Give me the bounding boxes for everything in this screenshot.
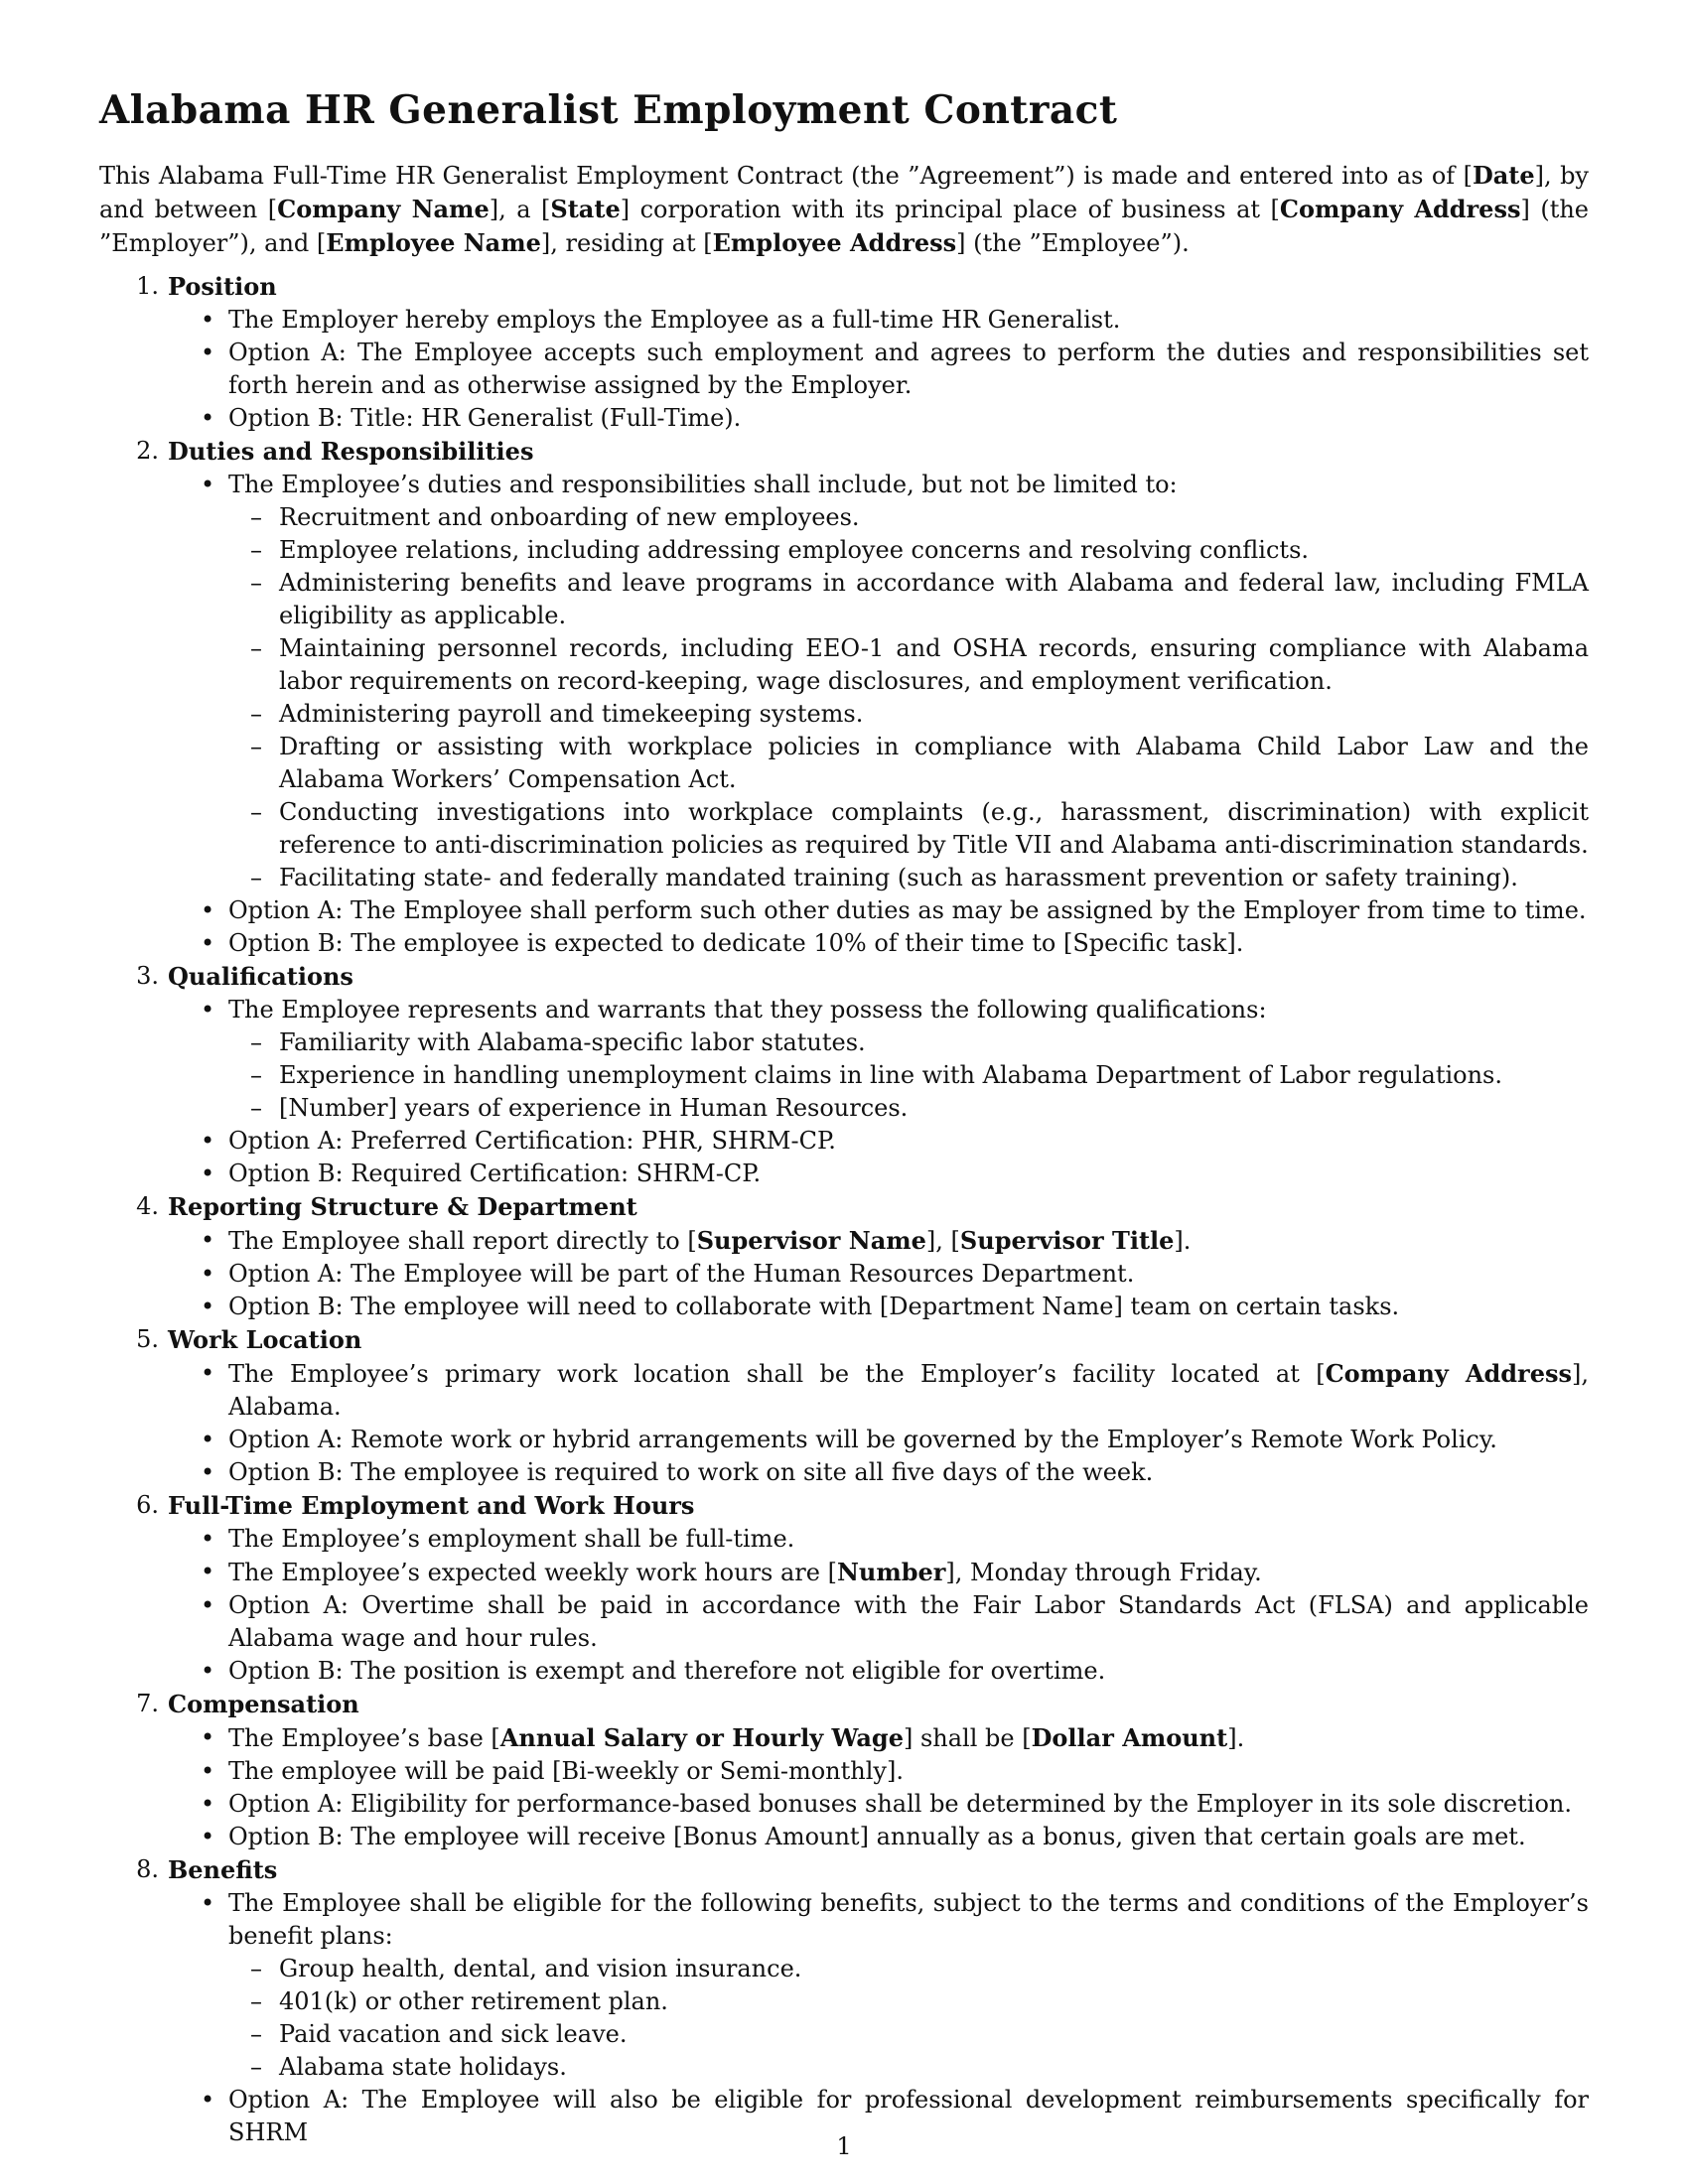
intro-paragraph: This Alabama Full-Time HR Generalist Employment Contract (the ”Agreement”) is made and entered into as of [Date], by and between [Company Name], a [State] corporation with its principal place of business at [Company Address] (the ”Employer”), and [Employee Name], residing at [Employee Address] (the ”Employee”). <box>99 161 1589 257</box>
list-item: • Option B: Required Certification: SHRM-CP. <box>168 1158 1589 1190</box>
field-salary-type: Annual Salary or Hourly Wage <box>499 1723 904 1752</box>
section-reporting <box>99 1190 1589 1323</box>
list-item: – Recruitment and onboarding of new employees. <box>228 501 1589 534</box>
list-item: • The Employee’s base [Annual Salary or Hourly Wage] shall be [Dollar Amount]. <box>168 1721 1589 1755</box>
list-item: • The employee will be paid [Bi-weekly or Semi-monthly]. <box>168 1755 1589 1788</box>
list-item: • The Employee’s employment shall be full-time. <box>168 1523 1589 1556</box>
section-number: 5. <box>136 1325 159 1353</box>
section-title: Duties and Responsibilities <box>168 437 534 466</box>
bullet-list <box>168 1523 1589 1688</box>
section-compensation <box>99 1688 1589 1853</box>
sections-list <box>99 270 1589 2149</box>
section-qualifications <box>99 960 1589 1190</box>
list-item: – 401(k) or other retirement plan. <box>228 1985 1589 2018</box>
section-title: Full-Time Employment and Work Hours <box>168 1491 695 1520</box>
field-state: State <box>550 195 621 223</box>
field-employee-address: Employee Address <box>712 228 957 257</box>
list-item: – Paid vacation and sick leave. <box>228 2018 1589 2051</box>
list-item: • The Employer hereby employs the Employee as a full-time HR Generalist. <box>168 304 1589 337</box>
list-item: – Administering payroll and timekeeping systems. <box>228 698 1589 731</box>
list-item: • Option A: The Employee accepts such employment and agrees to perform the duties and responsibilities set forth herein and as otherwise assigned by the Employer. <box>168 337 1589 402</box>
list-item: – Familiarity with Alabama-specific labor statutes. <box>228 1026 1589 1059</box>
list-item: • Option A: Eligibility for performance-based bonuses shall be determined by the Employer in its sole discretion. <box>168 1788 1589 1821</box>
field-company-address: Company Address <box>1325 1359 1572 1388</box>
list-item: – Employee relations, including addressing employee concerns and resolving conflicts. <box>228 534 1589 567</box>
field-supervisor-name: Supervisor Name <box>696 1226 926 1255</box>
dash-list <box>228 1026 1589 1125</box>
list-item: • Option A: The Employee will be part of the Human Resources Department. <box>168 1258 1589 1291</box>
list-item: • Option A: Overtime shall be paid in accordance with the Fair Labor Standards Act (FLSA) and applicable Alabama wage and hour rules. <box>168 1589 1589 1655</box>
list-item: – Alabama state holidays. <box>228 2051 1589 2084</box>
dash-list <box>228 1953 1589 2084</box>
bullet-list <box>168 304 1589 435</box>
bullet-list <box>168 1721 1589 1853</box>
section-title: Position <box>168 272 277 301</box>
section-number: 8. <box>136 1855 159 1883</box>
list-item: • Option B: The employee will need to collaborate with [Department Name] team on certain tasks. <box>168 1291 1589 1323</box>
section-number: 2. <box>136 437 159 465</box>
list-item: – Conducting investigations into workplace complaints (e.g., harassment, discrimination) with explicit reference to anti-discrimination policies as required by Title VII and Alabama anti-discrimination standards. <box>228 796 1589 862</box>
list-item: • The Employee shall report directly to [Supervisor Name], [Supervisor Title]. <box>168 1224 1589 1258</box>
bullet-list <box>168 1887 1589 2149</box>
section-number: 7. <box>136 1690 159 1717</box>
section-duties <box>99 435 1589 960</box>
section-number: 1. <box>136 272 159 300</box>
bullet-list <box>168 1224 1589 1323</box>
bullet-list <box>168 994 1589 1190</box>
section-number: 3. <box>136 962 159 990</box>
field-number: Number <box>836 1558 946 1586</box>
list-item: • Option B: The employee will receive [Bonus Amount] annually as a bonus, given that certain goals are met. <box>168 1821 1589 1853</box>
list-item: • Option A: Remote work or hybrid arrangements will be governed by the Employer’s Remote Work Policy. <box>168 1424 1589 1456</box>
section-benefits <box>99 1853 1589 2149</box>
list-item: – [Number] years of experience in Human Resources. <box>228 1092 1589 1125</box>
list-item: – Facilitating state- and federally mandated training (such as harassment prevention or safety training). <box>228 862 1589 894</box>
section-work-hours <box>99 1489 1589 1688</box>
field-supervisor-title: Supervisor Title <box>959 1226 1175 1255</box>
list-item: • Option A: The Employee shall perform such other duties as may be assigned by the Employer from time to time. <box>168 894 1589 927</box>
section-title: Qualifications <box>168 962 353 991</box>
list-item: – Administering benefits and leave programs in accordance with Alabama and federal law, including FMLA eligibility as applicable. <box>228 567 1589 632</box>
list-item: – Drafting or assisting with workplace policies in compliance with Alabama Child Labor Law and the Alabama Workers’ Compensation Act. <box>228 731 1589 796</box>
field-company-address: Company Address <box>1279 195 1521 223</box>
list-item: • Option B: The position is exempt and therefore not eligible for overtime. <box>168 1655 1589 1688</box>
field-date: Date <box>1472 161 1535 190</box>
section-number: 4. <box>136 1192 159 1220</box>
bullet-list <box>168 1357 1589 1489</box>
section-title: Benefits <box>168 1855 278 1884</box>
list-item: • The Employee’s duties and responsibilities shall include, but not be limited to: – Recruitment and onboarding of new employees. – Employee relations, including addressing employee concerns and resolving conflicts. – Administering benefits and leave programs in accordance with Alabama and federal law, including FMLA eligibility as applicable. – Maintaining personnel records, including EEO-1 and OSHA records, ensuring compliance with Alabama labor requirements on record-keeping, wage disclosures, and employment verification. – Administering payroll and timekeeping systems. – Drafting or assisting with workplace policies in compliance with Alabama Child Labor Law and the Alabama Workers’ Compensation Act. – Conducting investigations into workplace complaints (e.g., harassment, discrimination) with explicit reference to anti-discrimination policies as required by Title VII and Alabama anti-discrimination standards. – Facilitating state- and federally mandated training (such as harassment prevention or safety training). <box>168 469 1589 894</box>
section-work-location <box>99 1323 1589 1489</box>
document-title: Alabama HR Generalist Employment Contract <box>99 87 1118 133</box>
section-title: Compensation <box>168 1690 359 1718</box>
section-title: Reporting Structure & Department <box>168 1192 637 1221</box>
list-item: • The Employee represents and warrants that they possess the following qualifications: – Familiarity with Alabama-specific labor statutes. – Experience in handling unemployment claims in line with Alabama Department of Labor regulations. – [Number] years of experience in Human Resources. <box>168 994 1589 1125</box>
list-item: – Group health, dental, and vision insurance. <box>228 1953 1589 1985</box>
list-item: • The Employee’s expected weekly work hours are [Number], Monday through Friday. <box>168 1556 1589 1589</box>
list-item: • The Employee shall be eligible for the following benefits, subject to the terms and conditions of the Employer’s benefit plans: – Group health, dental, and vision insurance. – 401(k) or other retirement plan. – Paid vacation and sick leave. – Alabama state holidays. <box>168 1887 1589 2084</box>
dash-list <box>228 501 1589 894</box>
list-item: • Option A: The Employee will also be eligible for professional development reimbursements specifically for SHRM <box>168 2084 1589 2149</box>
contract-page <box>99 87 1589 2149</box>
list-item: – Experience in handling unemployment claims in line with Alabama Department of Labor regulations. <box>228 1059 1589 1092</box>
section-position <box>99 270 1589 435</box>
field-dollar-amount: Dollar Amount <box>1031 1723 1228 1752</box>
field-employee-name: Employee Name <box>326 228 541 257</box>
field-company-name: Company Name <box>277 195 490 223</box>
bullet-list <box>168 469 1589 960</box>
list-item: • Option B: Title: HR Generalist (Full-Time). <box>168 402 1589 435</box>
list-item: • The Employee’s primary work location shall be the Employer’s facility located at [Company Address], Alabama. <box>168 1357 1589 1424</box>
page-number: 1 <box>836 2132 852 2160</box>
list-item: • Option B: The employee is required to work on site all five days of the week. <box>168 1456 1589 1489</box>
list-item: – Maintaining personnel records, including EEO-1 and OSHA records, ensuring compliance with Alabama labor requirements on record-keeping, wage disclosures, and employment verification. <box>228 632 1589 698</box>
list-item: • Option B: The employee is expected to dedicate 10% of their time to [Specific task]. <box>168 927 1589 960</box>
section-number: 6. <box>136 1491 159 1519</box>
section-title: Work Location <box>168 1325 362 1354</box>
list-item: • Option A: Preferred Certification: PHR, SHRM-CP. <box>168 1125 1589 1158</box>
